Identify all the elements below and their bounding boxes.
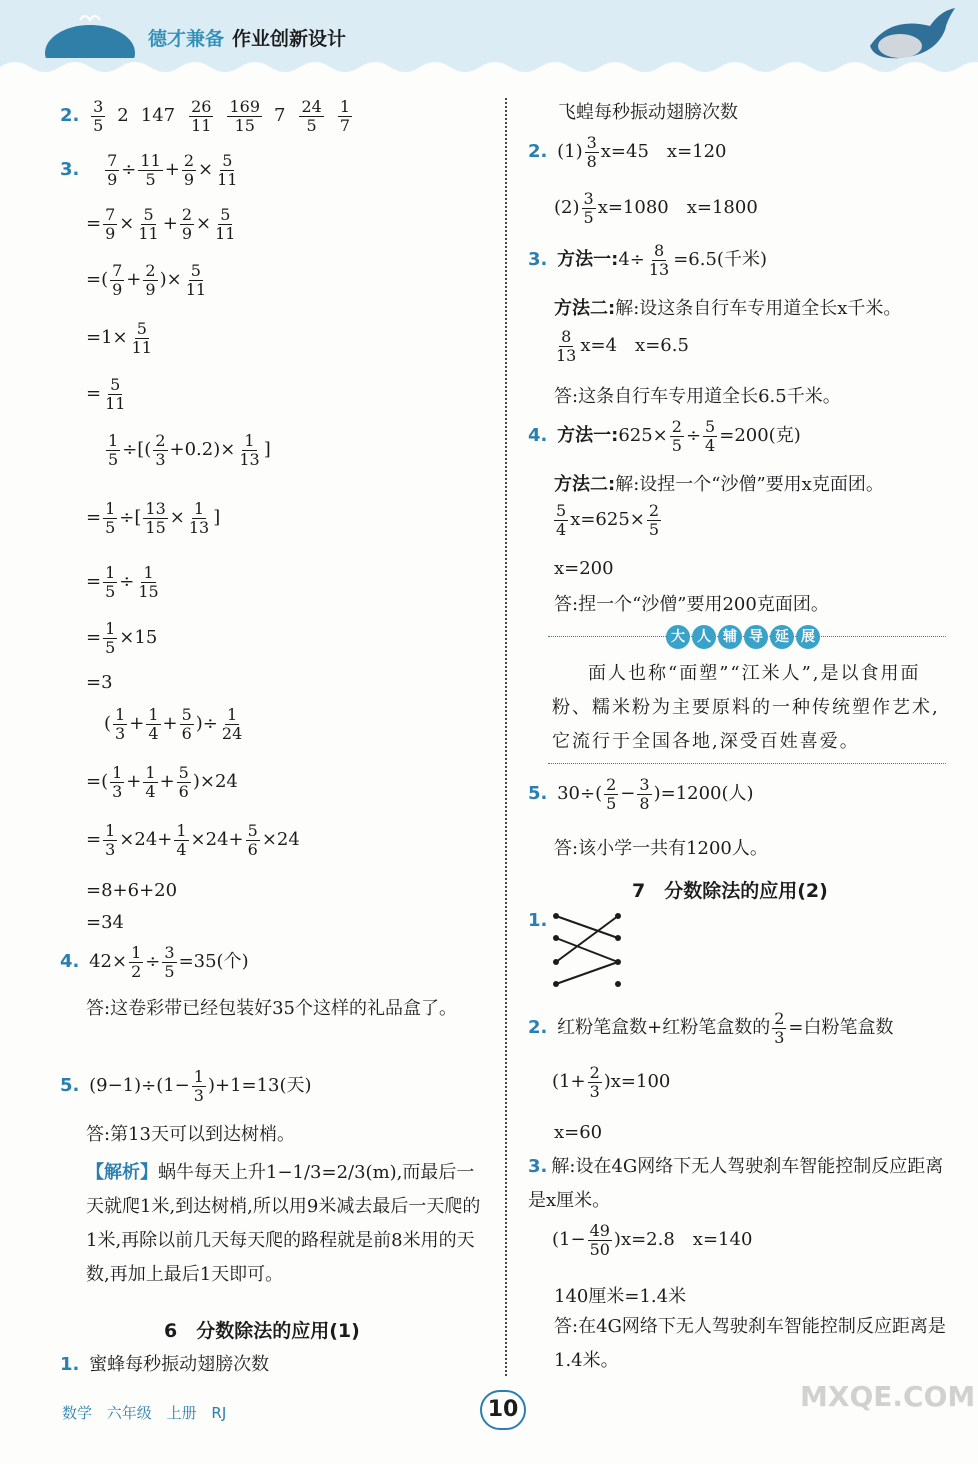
column-divider (505, 98, 507, 1376)
tips-title-char: 展 (796, 625, 820, 649)
equation: x=45 x=120 (600, 141, 727, 163)
question-text: =白粉笔盒数 (788, 1017, 894, 1039)
question-number: 2. (528, 1017, 548, 1039)
answer-item: 7 (274, 105, 286, 127)
equation-step: ( $\frac{1}{3}$ + $\frac{1}{4}$ + $\frac{5}{6}$ )÷ $\frac{1}{24}$ (104, 705, 243, 743)
tips-title-char: 导 (744, 625, 768, 649)
footer-edition: RJ (211, 1404, 227, 1422)
equation-step: (1− $\frac{49}{50}$ )x=2.8 x=140 (552, 1221, 753, 1259)
equation-step: = $\frac{1}{3}$ ×24+ $\frac{1}{4}$ ×24+ $\frac{5}{6}$ ×24 (86, 821, 300, 859)
tips-text: 面人也称“面塑”“江米人”,是以食用面粉、糯米粉为主要原料的一种传统塑作艺术,它流行于全国各地,深受百姓喜爱。 (552, 663, 940, 752)
equation-step: (1+ $\frac{2}{3}$ )x=100 (552, 1063, 671, 1101)
answer-text: 答:在4G网络下无人驾驶刹车智能控制反应距离是1.4米。 (554, 1316, 946, 1371)
equation-step: = $\frac{1}{5}$ ÷ $\frac{1}{15}$ (86, 563, 159, 601)
question-text: 蜜蜂每秒振动翅膀次数 (89, 1354, 270, 1375)
answer-text: 飞蝗每秒振动翅膀次数 (558, 102, 738, 123)
equation: =200(克) (719, 425, 801, 447)
matching-diagram (548, 910, 628, 990)
tips-title-char: 辅 (718, 625, 742, 649)
footer-subject: 数学 (62, 1404, 93, 1422)
method-text: 解:设捏一个“沙僧”要用x克面团。 (615, 474, 884, 495)
tips-title-char: 大 (666, 625, 690, 649)
equation: x=2.8 x=140 (620, 1229, 753, 1251)
equation: x=100 (610, 1071, 671, 1093)
equation-step: $\frac{5}{4}$ x=625× $\frac{2}{5}$ (556, 501, 660, 539)
method-label: 方法一: (557, 425, 619, 447)
question-number: 3. (60, 159, 80, 181)
method-2 (554, 294, 901, 320)
analysis (86, 1156, 482, 1292)
equation-step: = $\frac{1}{5}$ ÷[ $\frac{13}{15}$ × $\frac{1}{13}$ ] (86, 499, 221, 537)
equation: =1200(人) (660, 783, 754, 805)
method-text: 解:设这条自行车专用道全长x千米。 (615, 298, 902, 319)
answer-text: 答:捏一个“沙僧”要用200克面团。 (554, 594, 829, 615)
question-5: 5. 30÷( $\frac{2}{5}$ − $\frac{3}{8}$ )=1200(人) (528, 775, 754, 813)
answer-item: 147 (140, 105, 176, 127)
brand-title (148, 24, 346, 51)
footer-term: 上册 (166, 1404, 197, 1422)
question-number: 2. (528, 141, 548, 163)
question-text: 解:设在4G网络下无人驾驶刹车智能控制反应距离是x厘米。 (528, 1156, 944, 1211)
question-number: 1. (60, 1354, 80, 1375)
equation-step: $\frac{8}{13}$ x=4 x=6.5 (556, 327, 689, 365)
question-number: 3. (528, 249, 548, 271)
question-4: 4. 方法一:625× $\frac{2}{5}$ ÷ $\frac{5}{4}$ =200(克) (528, 417, 801, 455)
answer-list (89, 97, 364, 135)
tips-box (548, 629, 946, 764)
page-number: 10 (480, 1390, 526, 1430)
equation-step: =34 (86, 912, 124, 933)
series-name: 作业创新设计 (232, 28, 347, 50)
footer-grade: 六年级 (106, 1404, 152, 1422)
s7-question-3 (528, 1150, 948, 1218)
question-text: 红粉笔盒数+红粉笔盒数的 (557, 1017, 771, 1039)
s6-question-1 (60, 1350, 269, 1376)
equation-step: $\frac{1}{5}$ ÷[( $\frac{2}{3}$ +0.2)× $\frac{1}{13}$ ] (108, 431, 271, 469)
question-number: 5. (60, 1075, 80, 1097)
answer-item: $\frac{3}{5}$ (93, 97, 104, 135)
equation: =6.5(千米) (673, 249, 767, 271)
question-4: 4. 42× $\frac{1}{2}$ ÷ $\frac{3}{5}$ =35(个) (60, 943, 249, 981)
answer-item: $\frac{26}{11}$ (191, 97, 212, 135)
page-header (0, 0, 978, 78)
equation-step: 140厘米=1.4米 (554, 1286, 687, 1307)
answer-item: $\frac{169}{15}$ (229, 97, 261, 135)
method-label: 方法一: (557, 249, 619, 271)
equation-step: =1× $\frac{5}{11}$ (86, 319, 152, 357)
question-2: 2. (1) $\frac{3}{8}$ x=45 x=120 (528, 133, 727, 171)
equation-step: =3 (86, 672, 113, 693)
question-number: 4. (60, 951, 80, 973)
equation-step: (2) $\frac{3}{5}$ x=1080 x=1800 (554, 189, 758, 227)
answer-item: 2 (117, 105, 129, 127)
question-number: 4. (528, 425, 548, 447)
s7-question-2: 2. 红粉笔盒数+红粉笔盒数的 $\frac{2}{3}$ =白粉笔盒数 (528, 1009, 894, 1047)
equation-step: = $\frac{7}{9}$ × $\frac{5}{11}$ + $\frac{2}{9}$ × $\frac{5}{11}$ (86, 205, 236, 243)
equation-step: x=60 (554, 1122, 603, 1143)
question-number: 5. (528, 783, 548, 805)
tips-title-char: 人 (692, 625, 716, 649)
method-2 (554, 470, 884, 496)
tips-title (666, 625, 820, 649)
question-number: 3. (528, 1156, 548, 1177)
method-label: 方法二: (554, 474, 616, 495)
tips-title-char: 延 (770, 625, 794, 649)
equation-step: = $\frac{5}{11}$ (86, 375, 126, 413)
section-title: 7 分数除法的应用(2) (632, 880, 828, 902)
question-5: 5. (9−1)÷(1− $\frac{1}{3}$ )+1=13(天) (60, 1067, 312, 1105)
equation-step: = $\frac{1}{5}$ ×15 (86, 619, 158, 657)
answer-text: 答:第13天可以到达树梢。 (86, 1124, 295, 1145)
brand-name: 德才兼备 (148, 28, 225, 50)
whale-icon (40, 8, 140, 58)
watermark: MXQE.COM (800, 1380, 976, 1413)
answer-item: $\frac{24}{5}$ (301, 97, 322, 135)
equation-step: =( $\frac{1}{3}$ + $\frac{1}{4}$ + $\frac{5}{6}$ )×24 (86, 763, 238, 801)
method-label: 方法二: (554, 298, 616, 319)
answer-text: 答:这卷彩带已经包装好35个这样的礼品盒了。 (86, 998, 457, 1019)
equation: x=1080 x=1800 (597, 197, 758, 219)
answer-text: 答:该小学一共有1200人。 (554, 838, 768, 859)
footer-info (62, 1402, 226, 1423)
section-title: 6 分数除法的应用(1) (164, 1320, 360, 1342)
question-number: 2. (60, 105, 80, 127)
header-wave (0, 52, 978, 78)
analysis-text: 蜗牛每天上升1−1/3=2/3(m),而最后一天就爬1米,到达树梢,所以用9米减去最后一天爬的1米,再除以前几天每天爬的路程就是前8米用的天数,再加上最后1天即可。 (86, 1162, 481, 1285)
question-3: 3. 方法一:4÷ $\frac{8}{13}$ =6.5(千米) (528, 241, 767, 279)
equation-step: =8+6+20 (86, 880, 178, 901)
question-2 (60, 98, 364, 134)
answer-text: 答:这条自行车专用道全长6.5千米。 (554, 386, 841, 407)
analysis-tag: 【解析】 (86, 1162, 158, 1183)
equation-step: x=200 (554, 558, 614, 579)
question-3: 3. $\frac{7}{9}$ ÷ $\frac{11}{5}$ + $\frac{2}{9}$ × $\frac{5}{11}$ (60, 151, 238, 189)
answer-item: $\frac{1}{7}$ (339, 97, 351, 135)
equation: x=4 x=6.5 (580, 335, 689, 357)
question-number: 1. (528, 910, 548, 931)
equation-step: =( $\frac{7}{9}$ + $\frac{2}{9}$ )× $\frac{5}{11}$ (86, 261, 207, 299)
